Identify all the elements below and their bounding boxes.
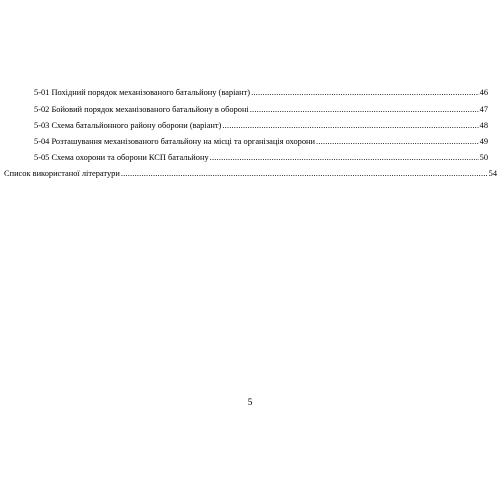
toc-entry-page: 46 bbox=[479, 88, 488, 97]
toc-entry-title: 5-05 Схема охорони та оборони КСП батальйону bbox=[34, 153, 209, 162]
toc-entry-title: 5-04 Розташування механізованого батальйону на місці та організація охорони bbox=[34, 137, 316, 146]
toc-entry[interactable] bbox=[34, 119, 488, 133]
toc-entry-page: 50 bbox=[479, 153, 488, 162]
toc-dot-leader bbox=[250, 103, 479, 117]
toc-entry-title: 5-01 Похідний порядок механізованого батальйону (варіант) bbox=[34, 88, 251, 97]
toc-entry-title: 5-03 Схема батальйонного району оборони (варіант) bbox=[34, 121, 222, 130]
toc-dot-leader bbox=[251, 86, 479, 100]
toc-entry-page: 49 bbox=[479, 137, 488, 146]
toc-dot-leader bbox=[222, 119, 478, 133]
page-number: 5 bbox=[247, 398, 253, 408]
toc-entry[interactable] bbox=[34, 103, 488, 117]
toc-entry[interactable] bbox=[34, 135, 488, 149]
toc-entry-title: Список використаної літератури bbox=[4, 169, 120, 178]
toc-entry-page: 47 bbox=[479, 105, 488, 114]
toc-entry-page: 54 bbox=[488, 169, 497, 178]
toc-entry[interactable] bbox=[34, 151, 488, 165]
toc-entry-title: 5-02 Бойовий порядок механізованого батальйону в обороні bbox=[34, 105, 249, 114]
toc-entry-page: 48 bbox=[479, 121, 488, 130]
toc-dot-leader bbox=[121, 167, 488, 181]
toc-dot-leader bbox=[316, 135, 479, 149]
toc-entry[interactable] bbox=[34, 86, 488, 100]
toc-entry[interactable] bbox=[4, 167, 497, 181]
toc-dot-leader bbox=[210, 151, 479, 165]
